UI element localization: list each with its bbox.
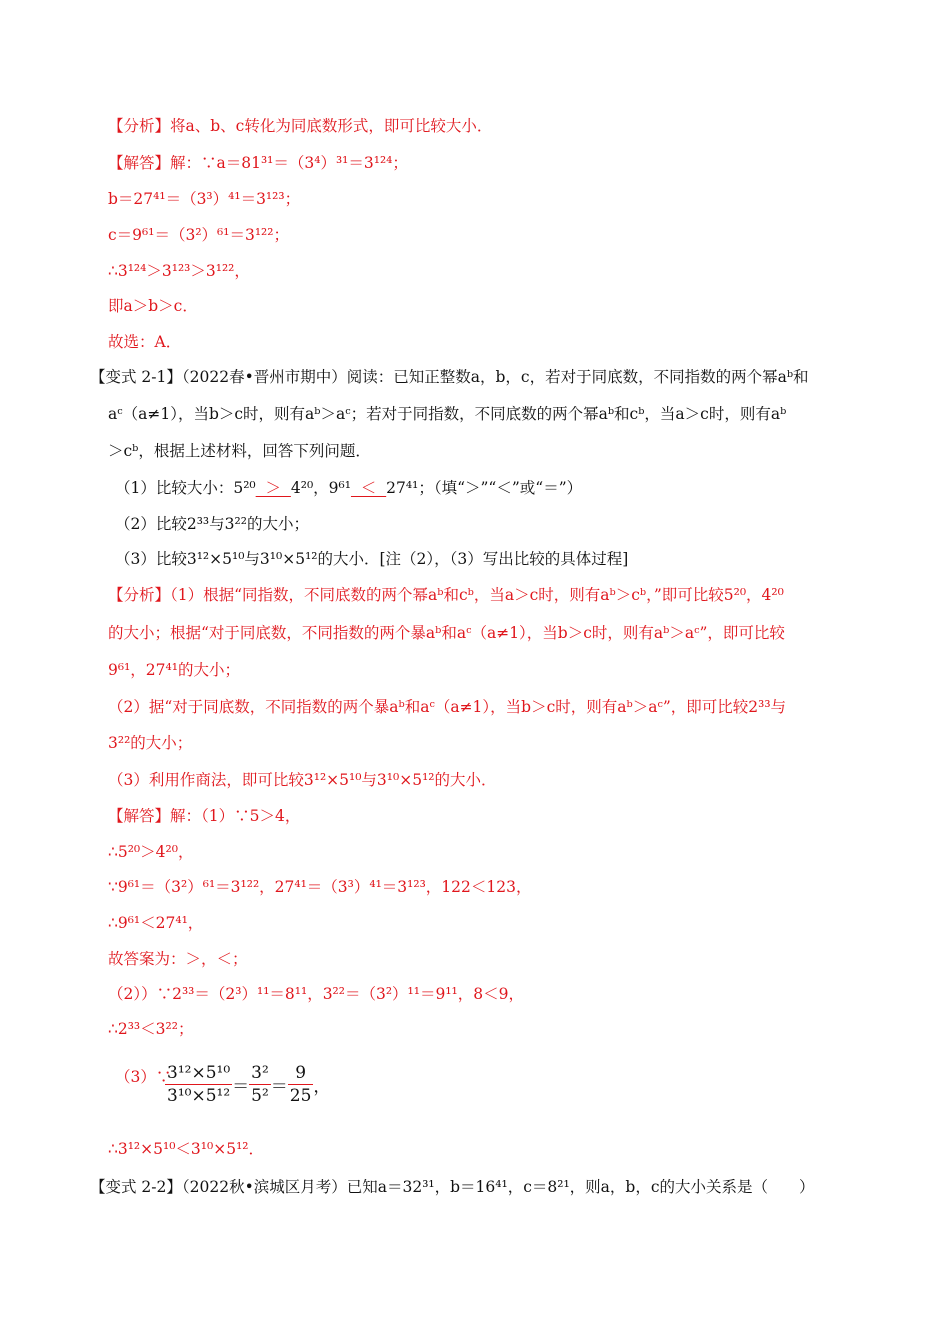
question-1: （1）比较大小：5²⁰ ＞ 4²⁰，9⁶¹ ＜ 27⁴¹；（填“＞”“＜”或“＝”） bbox=[115, 479, 583, 497]
answer-intro-line: 【解答】解：∵a＝81³¹＝（3⁴）³¹＝3¹²⁴； bbox=[108, 154, 408, 172]
variant-2-1-stem-line-3: ＞cᵇ，根据上述材料，回答下列问题． bbox=[108, 442, 371, 460]
variant-solution-line-3: ∵9⁶¹＝（3²）⁶¹＝3¹²²，27⁴¹＝（3³）⁴¹＝3¹²³，122＜123， bbox=[108, 878, 532, 896]
solution-line-conclusion: 即a＞b＞c． bbox=[108, 297, 198, 315]
fraction-3: $\frac{9}{25}$ bbox=[289, 1063, 312, 1106]
answer-blank-1[interactable]: ＞ bbox=[255, 479, 291, 497]
analysis-line: 【分析】将a、b、c转化为同底数形式，即可比较大小． bbox=[108, 117, 493, 135]
variant-solution-line-5: 故答案为：＞，＜； bbox=[108, 950, 248, 968]
variant-solution-line-1: 【解答】解：（1）∵5＞4， bbox=[108, 807, 301, 825]
variant-analysis-line-2: 的大小；根据“对于同底数，不同指数的两个暴aᵇ和aᶜ（a≠1），当b＞c时，则有aᵇ＞aᶜ”，即可比较 bbox=[108, 624, 785, 642]
solution-line-choice: 故选：A． bbox=[108, 333, 182, 351]
solution-line-c: c＝9⁶¹＝（3²）⁶¹＝3¹²²； bbox=[108, 226, 289, 244]
variant-solution-line-9: ∴3¹²×5¹⁰＜3¹⁰×5¹²． bbox=[108, 1140, 264, 1158]
variant-solution-line-2: ∴5²⁰＞4²⁰， bbox=[108, 843, 194, 861]
variant-2-1-stem-line-2: aᶜ（a≠1），当b＞c时，则有aᵇ＞aᶜ；若对于同指数，不同底数的两个幂aᵇ和cᵇ，当a＞c时，则有aᵇ bbox=[108, 405, 787, 423]
variant-analysis-line-1: 【分析】（1）根据“同指数，不同底数的两个幂aᵇ和cᵇ，当a＞c时，则有aᵇ＞cᵇ，”即可比较5²⁰，4²⁰ bbox=[108, 586, 784, 604]
variant-analysis-line-5: 3²²的大小； bbox=[108, 734, 193, 752]
answer-blank-2[interactable]: ＜ bbox=[350, 479, 387, 497]
fraction-1: $\frac{\text{3¹²×5¹⁰}}{\text{3¹⁰×5¹²}}$ bbox=[167, 1063, 231, 1106]
variant-analysis-line-3: 9⁶¹，27⁴¹的大小； bbox=[108, 661, 240, 679]
solution-line-therefore: ∴3¹²⁴＞3¹²³＞3¹²²， bbox=[108, 262, 250, 280]
variant-2-2-stem: 【变式 2-2】（2022秋•滨城区月考）已知a＝32³¹，b＝16⁴¹，c＝8²¹，则a，b，c的大小关系是（ ） bbox=[90, 1178, 815, 1196]
variant-solution-line-6: （2））∵2³³＝（2³）¹¹＝8¹¹，3²²＝（3²）¹¹＝9¹¹，8＜9， bbox=[108, 985, 524, 1003]
quotient-expression: $\frac{\text{3¹²×5¹⁰}}{\text{3¹⁰×5¹²}}$ ＝ $\frac{\text{3²}}{\text{5²}}$ ＝ $\frac{9}{25}$ ， bbox=[167, 1063, 331, 1106]
variant-2-1-stem-line-1: 【变式 2-1】（2022春•晋州市期中）阅读：已知正整数a，b，c，若对于同底数，不同指数的两个幂aᵇ和 bbox=[90, 368, 809, 386]
variant-solution-line-4: ∴9⁶¹＜27⁴¹， bbox=[108, 914, 204, 932]
variant-analysis-line-6: （3）利用作商法，即可比较3¹²×5¹⁰与3¹⁰×5¹²的大小． bbox=[108, 771, 497, 789]
variant-solution-line-8-prefix: （3）∵ bbox=[115, 1068, 172, 1086]
variant-analysis-line-4: （2）据“对于同底数，不同指数的两个暴aᵇ和aᶜ（a≠1），当b＞c时，则有aᵇ＞aᶜ”，即可比较2³³与 bbox=[108, 698, 787, 716]
question-3: （3）比较3¹²×5¹⁰与3¹⁰×5¹²的大小．[注（2），（3）写出比较的具体过程] bbox=[115, 550, 629, 568]
variant-solution-line-7: ∴2³³＜3²²； bbox=[108, 1020, 194, 1038]
fraction-2: $\frac{\text{3²}}{\text{5²}}$ bbox=[251, 1063, 269, 1106]
solution-line-b: b＝27⁴¹＝（3³）⁴¹＝3¹²³； bbox=[108, 190, 301, 208]
question-2: （2）比较2³³与3²²的大小； bbox=[115, 515, 309, 533]
